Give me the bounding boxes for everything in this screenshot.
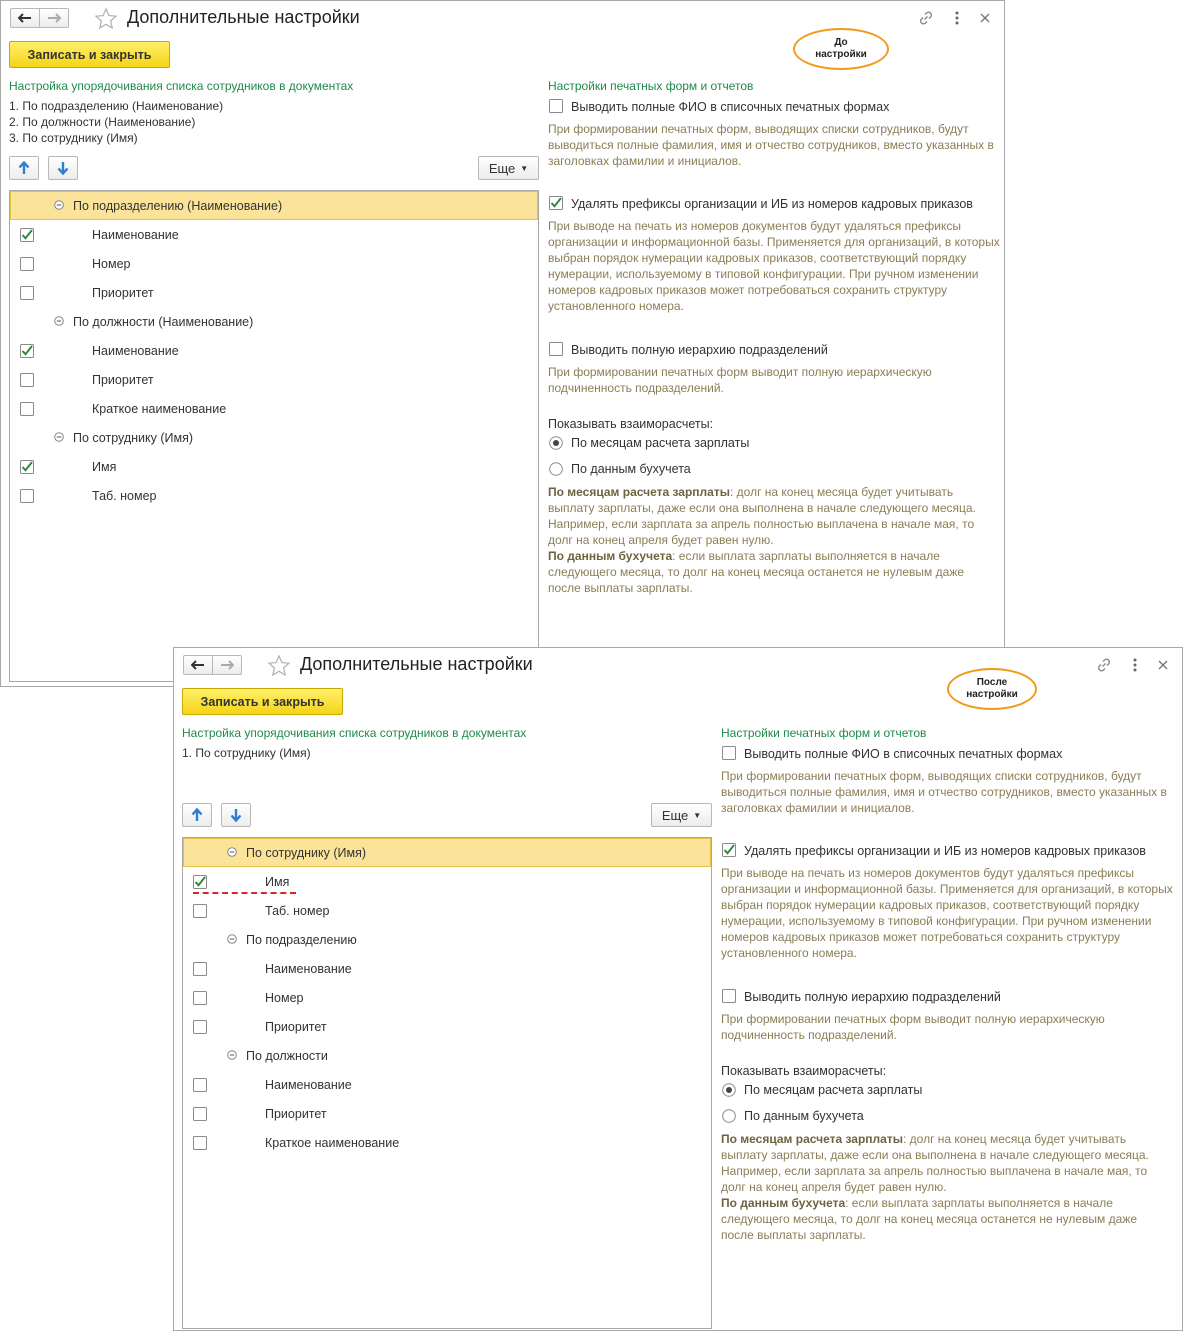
tree-leaf-checkbox[interactable] xyxy=(193,1136,207,1153)
arrow-up-icon xyxy=(191,808,203,822)
hierarchy-checkbox-row[interactable] xyxy=(711,988,1174,1006)
tree-leaf-row[interactable] xyxy=(10,336,538,365)
chevron-down-icon: ▼ xyxy=(520,163,529,173)
highlight-underline xyxy=(193,892,296,894)
hierarchy-description: При формировании печатных форм выводит полную иерархическую подчиненность подразделений. xyxy=(548,365,932,395)
ordering-tree[interactable] xyxy=(9,190,539,682)
tree-leaf-checkbox[interactable] xyxy=(193,991,207,1008)
annotation-text: После настройки xyxy=(966,677,1018,700)
tree-group-row[interactable] xyxy=(10,423,538,452)
hierarchy-checkbox[interactable] xyxy=(549,342,563,359)
checkbox-empty-icon xyxy=(20,257,34,271)
more-actions-label: Еще xyxy=(488,160,516,176)
checkbox-empty-icon xyxy=(20,489,34,503)
checkbox-empty-icon xyxy=(722,989,736,1003)
collapse-minus-icon[interactable] xyxy=(227,1050,237,1060)
tree-leaf-label: Имя xyxy=(265,874,290,889)
explain-months-title: По месяцам расчета зарплаты xyxy=(548,485,730,499)
tree-leaf-row[interactable] xyxy=(183,1012,711,1041)
hierarchy-label: Выводить полную иерархию подразделений xyxy=(571,343,828,357)
radio-selected-icon xyxy=(722,1083,736,1097)
tree-leaf-label: Номер xyxy=(92,256,131,271)
back-button[interactable] xyxy=(183,655,213,675)
tree-leaf-label: Наименование xyxy=(92,227,179,242)
tree-leaf-row[interactable] xyxy=(183,1070,711,1099)
tree-leaf-label: Наименование xyxy=(265,961,352,976)
forward-button[interactable] xyxy=(212,655,242,675)
move-up-button[interactable] xyxy=(182,803,212,827)
tree-group-label: По должности xyxy=(246,1048,328,1063)
ordering-summary-item: 1. По подразделению (Наименование) xyxy=(9,99,224,113)
annotation-text: До настройки xyxy=(815,37,867,60)
checkbox-empty-icon xyxy=(722,746,736,760)
ordering-summary-item: 2. По должности (Наименование) xyxy=(9,115,196,129)
tree-leaf-checkbox[interactable] xyxy=(20,460,34,477)
more-actions-button[interactable] xyxy=(651,803,712,827)
tree-group-label: По сотруднику (Имя) xyxy=(246,845,367,860)
tree-leaf-row[interactable] xyxy=(10,365,538,394)
radio-accounting[interactable] xyxy=(722,1109,736,1126)
ordering-heading: Настройка упорядочивания списка сотрудников в документах xyxy=(182,726,527,740)
print-settings-panel xyxy=(711,726,1174,1243)
radio-months-row[interactable] xyxy=(538,431,1001,457)
tree-leaf-label: Номер xyxy=(265,990,304,1005)
tree-leaf-checkbox[interactable] xyxy=(20,373,34,390)
arrow-right-icon xyxy=(220,660,234,670)
explain-accounting-text: : если выплата зарплаты выполняется в начале следующего месяца, то долг на конец месяца останется не нулевым даже после выплаты зарплаты. xyxy=(721,1196,1138,1242)
ordering-heading: Настройка упорядочивания списка сотрудников в документах xyxy=(9,79,354,93)
tree-group-label: По сотруднику (Имя) xyxy=(73,430,194,445)
tree-leaf-label: Наименование xyxy=(92,343,179,358)
radio-selected-icon xyxy=(549,436,563,450)
radio-months[interactable] xyxy=(722,1083,736,1100)
tree-leaf-row[interactable] xyxy=(10,394,538,423)
tree-leaf-checkbox[interactable] xyxy=(20,286,34,303)
link-icon[interactable] xyxy=(918,10,934,26)
hierarchy-label: Выводить полную иерархию подразделений xyxy=(744,990,1001,1004)
tree-leaf-label: Таб. номер xyxy=(265,903,330,918)
tree-leaf-row[interactable] xyxy=(10,220,538,249)
arrow-left-icon xyxy=(18,13,32,23)
collapse-minus-icon[interactable] xyxy=(54,316,64,326)
checkbox-empty-icon xyxy=(549,99,563,113)
full-fio-description: При формировании печатных форм, выводящих списки сотрудников, будут выводиться полные фамилия, имя и отчество сотрудников, вместо указанных в заголовках фамилии и инициалов. xyxy=(721,769,1167,815)
checkbox-empty-icon xyxy=(193,1136,207,1150)
ordering-summary xyxy=(9,98,223,146)
full-fio-checkbox-row[interactable] xyxy=(538,98,1001,116)
more-actions-button[interactable] xyxy=(478,156,539,180)
annotation-bubble xyxy=(793,28,889,70)
checkbox-empty-icon xyxy=(193,962,207,976)
full-fio-label: Выводить полные ФИО в списочных печатных формах xyxy=(571,100,890,114)
arrow-down-icon xyxy=(230,808,242,822)
arrow-down-icon xyxy=(57,161,69,175)
checkbox-empty-icon xyxy=(20,373,34,387)
ordering-summary xyxy=(182,745,311,761)
full-fio-checkbox-row[interactable] xyxy=(711,745,1174,763)
remove-prefix-label: Удалять префиксы организации и ИБ из номеров кадровых приказов xyxy=(744,844,1146,858)
settlements-heading: Показывать взаиморасчеты: xyxy=(721,1064,887,1078)
radio-months[interactable] xyxy=(549,436,563,453)
hierarchy-checkbox-row[interactable] xyxy=(538,341,1001,359)
print-settings-panel xyxy=(538,79,1001,596)
checkbox-checked-icon xyxy=(20,460,34,474)
checkbox-checked-icon xyxy=(722,843,736,857)
tree-leaf-label: Краткое наименование xyxy=(92,401,227,416)
ordering-summary-item: 1. По сотруднику (Имя) xyxy=(182,746,311,760)
tree-leaf-checkbox[interactable] xyxy=(193,1107,207,1124)
tree-group-row[interactable] xyxy=(10,191,538,220)
radio-accounting-row[interactable] xyxy=(538,457,1001,483)
tree-group-row[interactable] xyxy=(183,1041,711,1070)
full-fio-checkbox[interactable] xyxy=(722,746,736,763)
settlements-heading: Показывать взаиморасчеты: xyxy=(548,417,714,431)
tree-leaf-checkbox[interactable] xyxy=(20,228,34,245)
tree-leaf-checkbox[interactable] xyxy=(193,875,207,892)
tree-group-label: По должности (Наименование) xyxy=(73,314,254,329)
close-icon[interactable] xyxy=(978,10,992,26)
tree-leaf-checkbox[interactable] xyxy=(20,344,34,361)
explain-months-text: : долг на конец месяца будет учитывать выплату зарплаты, даже если она выполнена в начале следующего месяца. Например, если зарплата за апрель полностью выплачена в начале мая, то долг на конец апреля будет равен нулю. xyxy=(548,485,976,547)
forward-button[interactable] xyxy=(39,8,69,28)
tree-leaf-checkbox[interactable] xyxy=(193,1078,207,1095)
full-fio-label: Выводить полные ФИО в списочных печатных формах xyxy=(744,747,1063,761)
hierarchy-checkbox[interactable] xyxy=(722,989,736,1006)
settings-window-after xyxy=(173,647,1183,1331)
collapse-minus-icon[interactable] xyxy=(54,432,64,442)
star-icon[interactable] xyxy=(267,654,291,678)
move-down-button[interactable] xyxy=(221,803,251,827)
save-and-close-button[interactable]: Записать и закрыть xyxy=(182,688,343,715)
checkbox-empty-icon xyxy=(20,286,34,300)
radio-accounting[interactable] xyxy=(549,462,563,479)
tree-leaf-checkbox[interactable] xyxy=(193,962,207,979)
window-title: Дополнительные настройки xyxy=(127,7,360,27)
tree-leaf-checkbox[interactable] xyxy=(20,402,34,419)
more-actions-label: Еще xyxy=(661,807,689,823)
remove-prefix-checkbox-row[interactable] xyxy=(538,195,1001,213)
tree-leaf-row[interactable] xyxy=(183,896,711,925)
remove-prefix-checkbox[interactable] xyxy=(549,196,563,213)
arrow-right-icon xyxy=(47,13,61,23)
tree-leaf-row[interactable] xyxy=(183,983,711,1012)
remove-prefix-checkbox[interactable] xyxy=(722,843,736,860)
checkbox-empty-icon xyxy=(193,1078,207,1092)
tree-leaf-row[interactable] xyxy=(10,452,538,481)
tree-leaf-label: Краткое наименование xyxy=(265,1135,400,1150)
save-and-close-button[interactable]: Записать и закрыть xyxy=(9,41,170,68)
checkbox-checked-icon xyxy=(20,228,34,242)
checkbox-empty-icon xyxy=(20,402,34,416)
tree-leaf-checkbox[interactable] xyxy=(193,1020,207,1037)
tree-leaf-row[interactable] xyxy=(10,278,538,307)
explain-months-title: По месяцам расчета зарплаты xyxy=(721,1132,903,1146)
annotation-bubble xyxy=(947,668,1037,710)
tree-leaf-label: Наименование xyxy=(265,1077,352,1092)
tree-leaf-checkbox[interactable] xyxy=(20,257,34,274)
tree-leaf-checkbox[interactable] xyxy=(20,489,34,506)
tree-group-label: По подразделению (Наименование) xyxy=(73,198,283,213)
collapse-minus-icon[interactable] xyxy=(227,847,237,857)
explain-months-text: : долг на конец месяца будет учитывать выплату зарплаты, даже если она выполнена в начале следующего месяца. Например, если зарплата за апрель полностью выплачена в начале мая, то долг на конец апреля будет равен нулю. xyxy=(721,1132,1149,1194)
collapse-minus-icon[interactable] xyxy=(227,934,237,944)
tree-leaf-label: Приоритет xyxy=(92,285,154,300)
settlements-explanation xyxy=(548,484,1000,596)
remove-prefix-description: При выводе на печать из номеров документов будут удаляться префиксы организации и информационной базы. Применяется для организаций, в которых выбран порядок нумерации кадровых приказов, соответствующий порядку нумерации, используемому в типовой конфигурации. При ручном изменении номеров кадровых приказов может потребоваться сохранить структуру установленного номера. xyxy=(721,866,1173,960)
radio-months-label: По месяцам расчета зарплаты xyxy=(744,1083,923,1097)
tree-leaf-row[interactable] xyxy=(10,481,538,510)
checkbox-empty-icon xyxy=(193,991,207,1005)
explain-accounting-title: По данным бухучета xyxy=(721,1196,846,1210)
tree-leaf-row[interactable] xyxy=(183,1128,711,1157)
radio-empty-icon xyxy=(549,462,563,476)
collapse-minus-icon[interactable] xyxy=(54,200,64,210)
tree-leaf-label: Таб. номер xyxy=(92,488,157,503)
tree-leaf-row[interactable] xyxy=(10,249,538,278)
move-up-button[interactable] xyxy=(9,156,39,180)
explain-accounting-text: : если выплата зарплаты выполняется в начале следующего месяца, то долг на конец месяца останется не нулевым даже после выплаты зарплаты. xyxy=(548,549,965,595)
hierarchy-description: При формировании печатных форм выводит полную иерархическую подчиненность подразделений. xyxy=(721,1012,1105,1042)
explain-accounting-title: По данным бухучета xyxy=(548,549,673,563)
tree-leaf-row[interactable] xyxy=(183,1099,711,1128)
radio-accounting-label: По данным бухучета xyxy=(744,1109,864,1123)
print-settings-heading: Настройки печатных форм и отчетов xyxy=(721,726,927,740)
tree-group-label: По подразделению xyxy=(246,932,357,947)
remove-prefix-description: При выводе на печать из номеров документов будут удаляться префиксы организации и информационной базы. Применяется для организаций, в которых выбран порядок нумерации кадровых приказов, соответствующий порядку нумерации, используемому в типовой конфигурации. При ручном изменении номеров кадровых приказов может потребоваться сохранить структуру установленного номера. xyxy=(548,219,1000,313)
link-icon[interactable] xyxy=(1096,657,1112,673)
tree-leaf-label: Приоритет xyxy=(265,1019,327,1034)
tree-leaf-label: Приоритет xyxy=(265,1106,327,1121)
ordering-tree[interactable] xyxy=(182,837,712,1329)
full-fio-description: При формировании печатных форм, выводящих списки сотрудников, будут выводиться полные фамилия, имя и отчество сотрудников, вместо указанных в заголовках фамилии и инициалов. xyxy=(548,122,994,168)
checkbox-empty-icon xyxy=(193,1020,207,1034)
full-fio-checkbox[interactable] xyxy=(549,99,563,116)
tree-leaf-label: Имя xyxy=(92,459,117,474)
checkbox-empty-icon xyxy=(549,342,563,356)
checkbox-checked-icon xyxy=(20,344,34,358)
arrow-up-icon xyxy=(18,161,30,175)
radio-empty-icon xyxy=(722,1109,736,1123)
tree-group-row[interactable] xyxy=(183,925,711,954)
more-vertical-icon[interactable] xyxy=(1132,657,1138,673)
window-title: Дополнительные настройки xyxy=(300,654,533,674)
chevron-down-icon: ▼ xyxy=(693,810,702,820)
more-vertical-icon[interactable] xyxy=(954,10,960,26)
checkbox-checked-icon xyxy=(193,875,207,889)
radio-months-label: По месяцам расчета зарплаты xyxy=(571,436,750,450)
radio-accounting-label: По данным бухучета xyxy=(571,462,691,476)
print-settings-heading: Настройки печатных форм и отчетов xyxy=(548,79,754,93)
ordering-summary-item: 3. По сотруднику (Имя) xyxy=(9,131,138,145)
tree-group-row[interactable] xyxy=(10,307,538,336)
checkbox-empty-icon xyxy=(193,1107,207,1121)
close-icon[interactable] xyxy=(1156,657,1170,673)
arrow-left-icon xyxy=(191,660,205,670)
back-button[interactable] xyxy=(10,8,40,28)
tree-leaf-label: Приоритет xyxy=(92,372,154,387)
tree-group-row[interactable] xyxy=(183,838,711,867)
checkbox-checked-icon xyxy=(549,196,563,210)
move-down-button[interactable] xyxy=(48,156,78,180)
settings-window-before xyxy=(0,0,1005,687)
checkbox-empty-icon xyxy=(193,904,207,918)
settlements-explanation xyxy=(721,1131,1173,1243)
tree-leaf-checkbox[interactable] xyxy=(193,904,207,921)
radio-months-row[interactable] xyxy=(711,1078,1174,1104)
radio-accounting-row[interactable] xyxy=(711,1104,1174,1130)
star-icon[interactable] xyxy=(94,7,118,31)
remove-prefix-checkbox-row[interactable] xyxy=(711,842,1174,860)
tree-leaf-row[interactable] xyxy=(183,954,711,983)
remove-prefix-label: Удалять префиксы организации и ИБ из номеров кадровых приказов xyxy=(571,197,973,211)
